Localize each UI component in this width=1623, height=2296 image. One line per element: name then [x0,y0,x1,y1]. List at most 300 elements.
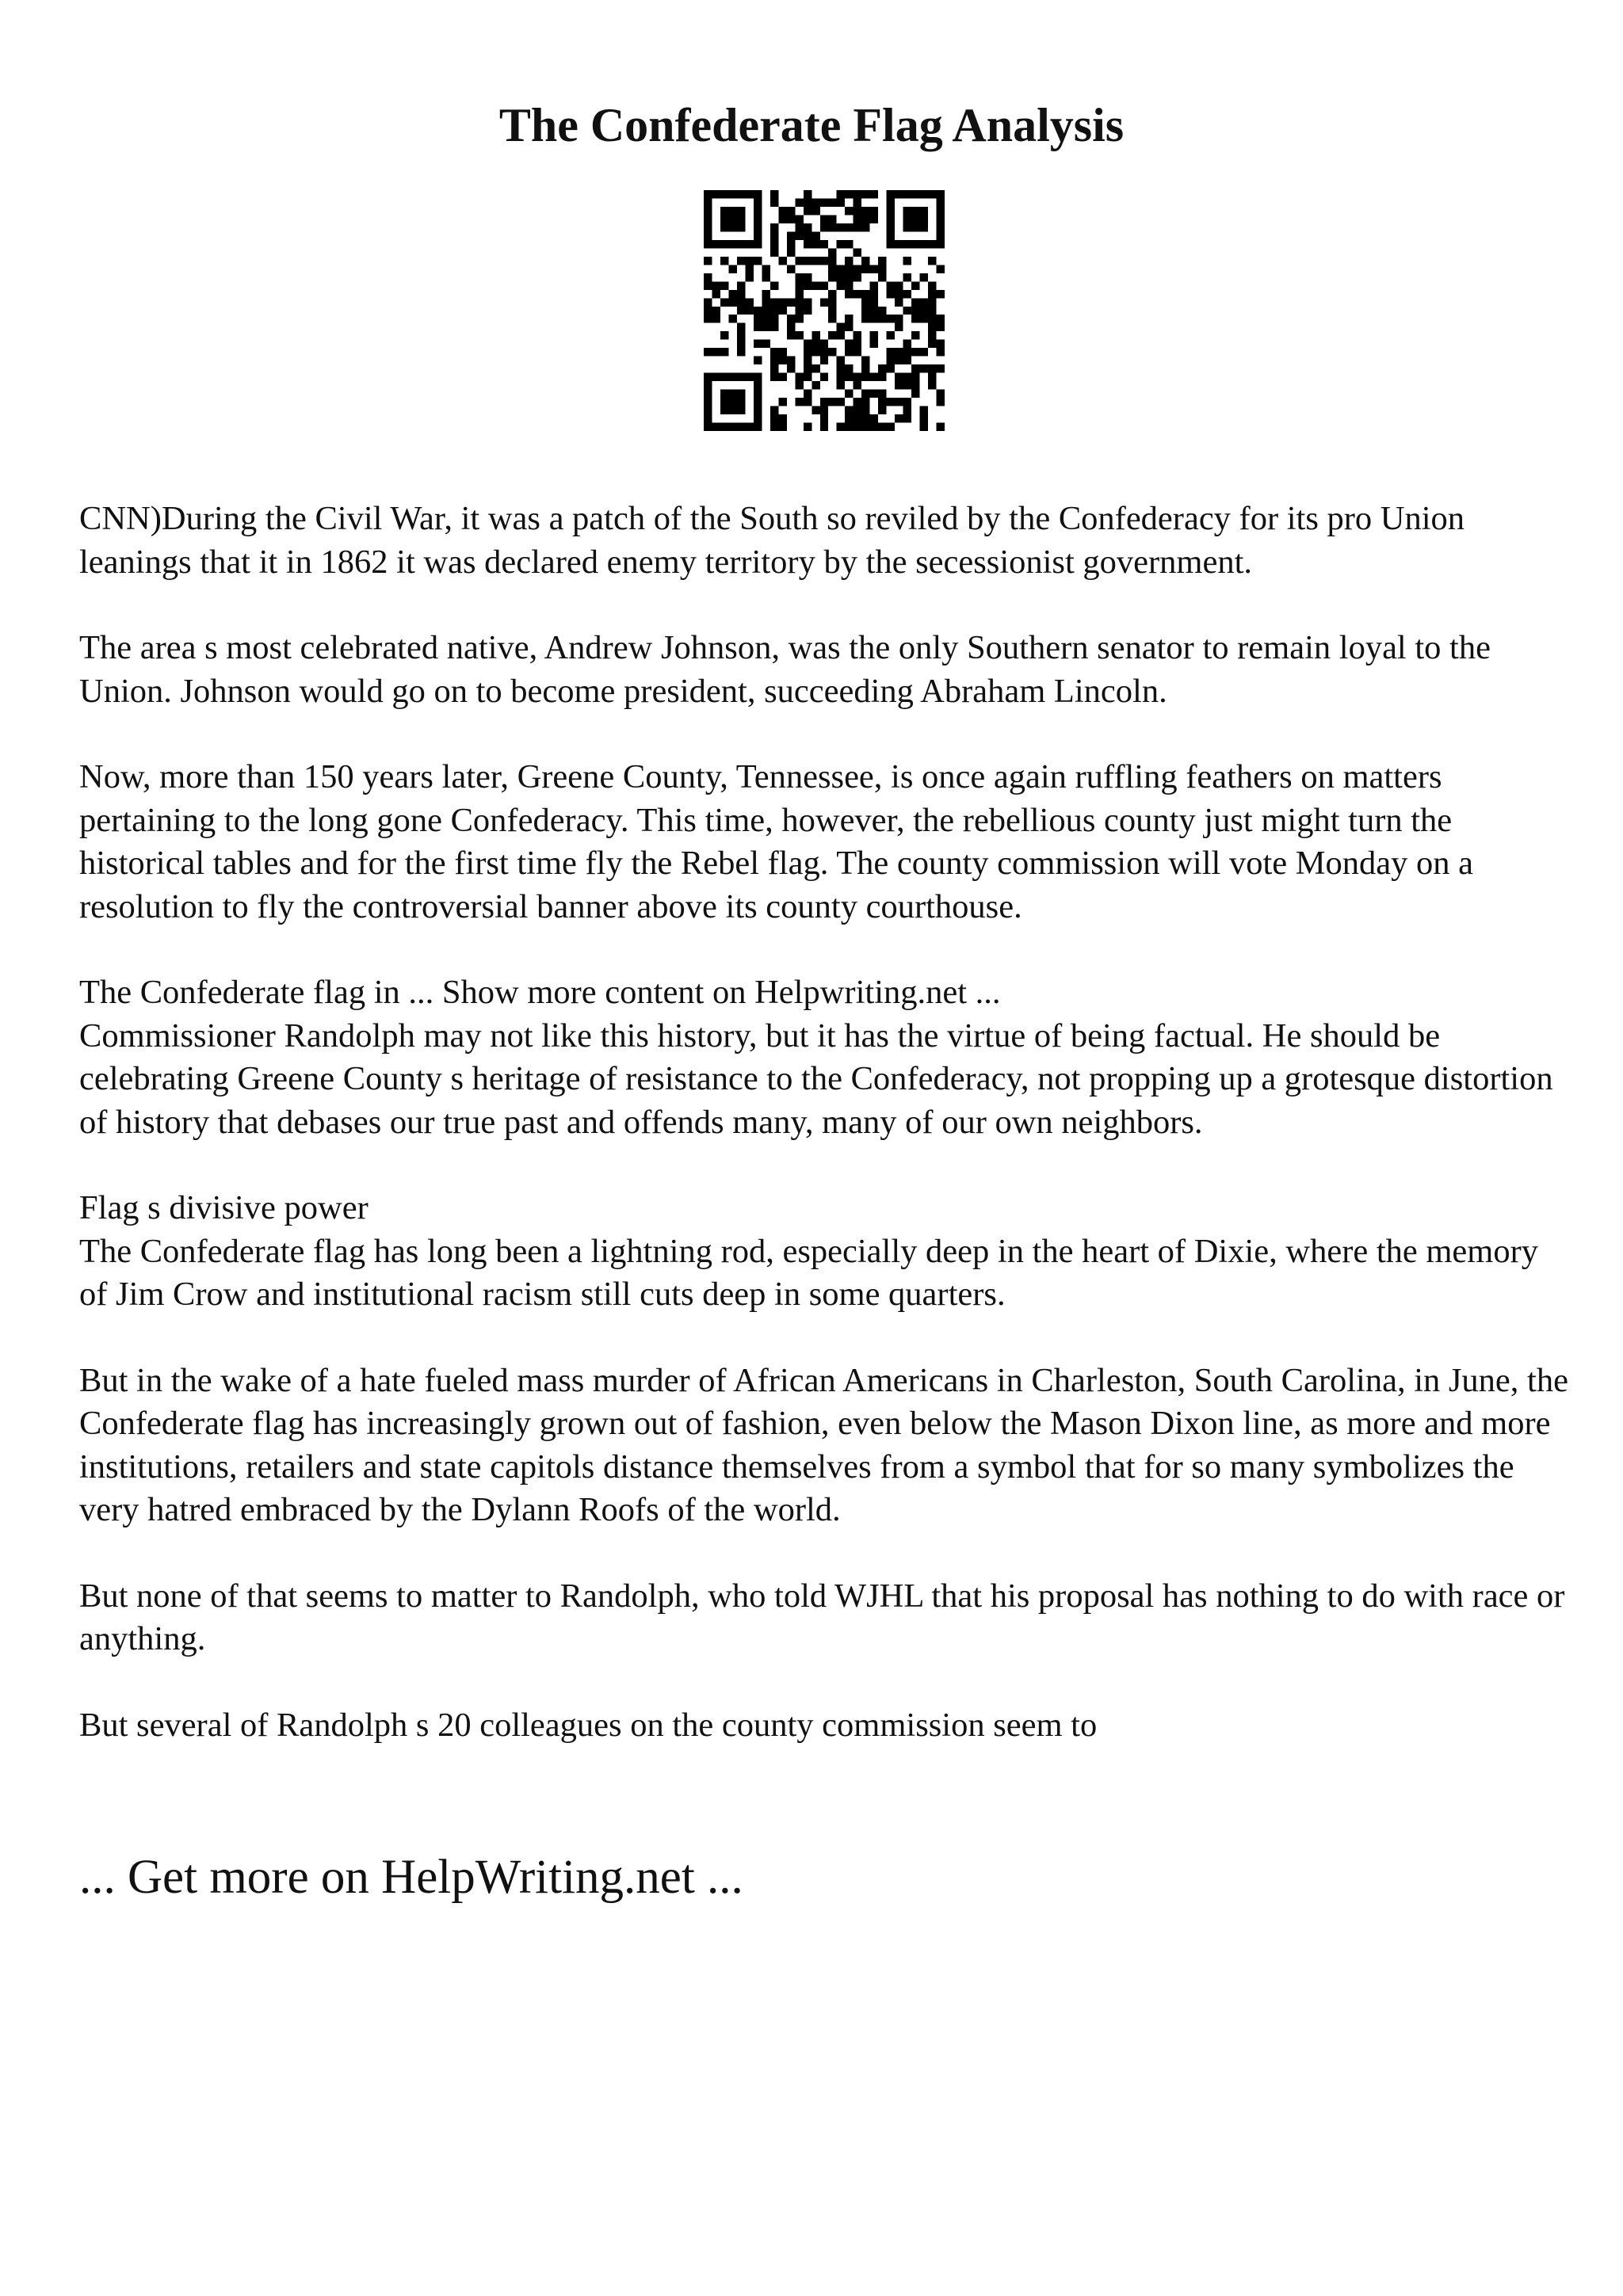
qr-module [928,323,936,331]
qr-module [745,423,753,431]
qr-code[interactable] [704,190,945,431]
qr-module [937,207,945,215]
qr-module [828,223,836,231]
qr-module [720,348,728,356]
qr-module [795,298,803,306]
qr-module [870,190,878,198]
qr-module [845,364,853,372]
qr-module [812,348,819,356]
qr-module [778,348,786,356]
qr-module [903,307,911,315]
qr-module [845,315,853,322]
qr-module [728,298,736,306]
qr-module [754,207,762,215]
qr-module [787,215,795,223]
qr-module [828,198,836,206]
qr-module [845,323,853,331]
qr-module [828,248,836,256]
qr-module [770,373,778,381]
qr-module [878,257,886,265]
qr-module [720,215,728,223]
qr-module [887,207,895,215]
qr-module [854,265,861,273]
paragraph: The area s most celebrated native, Andrew Johnson, was the only Southern senator to remain loyal to the Union. Johnson would go on to become president, succeeding Abraham Lincoln. [79,629,1491,710]
qr-module [878,423,886,431]
qr-module [887,290,895,298]
qr-module [903,290,911,298]
qr-module [728,315,736,322]
qr-module [937,198,945,206]
qr-module [795,398,803,406]
qr-module [778,357,786,364]
qr-module [920,406,928,414]
qr-module [812,281,819,289]
qr-module [737,340,745,348]
qr-module [787,315,795,322]
qr-module [870,281,878,289]
qr-module [812,240,819,248]
qr-module [737,190,745,198]
qr-module [812,207,819,215]
qr-module [820,406,828,414]
qr-module [887,240,895,248]
qr-module [887,215,895,223]
qr-module [920,223,928,231]
qr-module [861,298,869,306]
qr-module [720,281,728,289]
qr-module [870,340,878,348]
qr-module [911,331,919,339]
qr-module [837,281,845,289]
qr-module [928,257,936,265]
qr-module [704,215,712,223]
qr-module [911,281,919,289]
qr-module [770,248,778,256]
qr-module [920,190,928,198]
qr-module [704,240,712,248]
qr-module [795,215,803,223]
qr-module [861,290,869,298]
qr-module [920,240,928,248]
qr-module [845,348,853,356]
qr-module [928,298,936,306]
qr-module [804,390,812,398]
qr-module [754,414,762,422]
qr-module [737,348,745,356]
qr-module [937,215,945,223]
qr-module [787,364,795,372]
qr-module [911,381,919,389]
qr-module [795,223,803,231]
qr-module [737,215,745,223]
qr-module [845,257,853,265]
qr-module [728,265,736,273]
qr-module [745,373,753,381]
qr-module [854,331,861,339]
qr-module [837,273,845,281]
qr-module [704,414,712,422]
qr-module [937,398,945,406]
qr-module [861,265,869,273]
qr-module [887,281,895,289]
qr-module [911,307,919,315]
qr-module [745,257,753,265]
qr-module [937,364,945,372]
qr-module [754,423,762,431]
qr-module [903,357,911,364]
qr-module [887,357,895,364]
qr-module [804,240,812,248]
qr-module [895,281,903,289]
qr-module [812,257,819,265]
qr-module [854,198,861,206]
qr-module [837,331,845,339]
qr-module [704,273,712,281]
qr-module [895,290,903,298]
qr-module [870,315,878,322]
qr-module [928,364,936,372]
section-heading: Flag s divisive power [79,1189,369,1226]
qr-module [712,315,720,322]
qr-module [820,423,828,431]
qr-module [828,257,836,265]
qr-module [804,423,812,431]
qr-module [770,198,778,206]
qr-module [854,381,861,389]
qr-module [820,240,828,248]
qr-module [854,406,861,414]
qr-module [920,307,928,315]
qr-module [845,207,853,215]
qr-module [837,323,845,331]
qr-module [937,231,945,239]
qr-module [770,190,778,198]
qr-module [754,231,762,239]
qr-module [754,390,762,398]
qr-module [903,273,911,281]
qr-module [828,215,836,223]
qr-module [745,298,753,306]
qr-module [887,223,895,231]
qr-module [804,273,812,281]
qr-module [837,357,845,364]
qr-module [704,223,712,231]
qr-module [812,381,819,389]
qr-module [737,207,745,215]
qr-module [861,373,869,381]
qr-module [903,406,911,414]
qr-module [820,373,828,381]
qr-module [878,406,886,414]
qr-module [878,315,886,322]
qr-module [770,423,778,431]
qr-module [812,331,819,339]
qr-module [895,398,903,406]
qr-module [778,398,786,406]
qr-module [928,381,936,389]
qr-module [820,414,828,422]
qr-module [720,207,728,215]
qr-module [745,307,753,315]
qr-module [937,423,945,431]
qr-module [903,398,911,406]
qr-module [712,423,720,431]
qr-code-image [704,190,945,431]
qr-module [770,406,778,414]
qr-module [911,215,919,223]
qr-module [854,248,861,256]
qr-module [787,357,795,364]
qr-module [870,215,878,223]
qr-module [928,240,936,248]
qr-module [770,298,778,306]
qr-module [737,257,745,265]
qr-module [704,373,712,381]
qr-module [812,406,819,414]
qr-module [895,357,903,364]
qr-module [745,273,753,281]
qr-module [804,298,812,306]
qr-module [745,190,753,198]
paragraph: But none of that seems to matter to Randolph, who told WJHL that his proposal has nothing to do with race or anything. [79,1577,1565,1657]
qr-module [937,315,945,322]
qr-module [704,231,712,239]
qr-module [712,348,720,356]
qr-module [837,190,845,198]
qr-module [762,273,769,281]
qr-module [928,281,936,289]
qr-module [770,315,778,322]
qr-module [845,240,853,248]
qr-module [861,315,869,322]
qr-module [878,398,886,406]
qr-module [861,257,869,265]
qr-module [795,381,803,389]
qr-module [903,223,911,231]
qr-module [720,240,728,248]
paragraph: Now, more than 150 years later, Greene County, Tennessee, is once again ruffling feathers on matters pertaining to the long gone Confederacy. This time, however, the rebellious county just might turn the historical tables and for the first time fly the Rebel flag. The county commission will vote Monday on a resolution to fly the controversial banner above its county courthouse. [79,758,1474,925]
qr-module [795,231,803,239]
qr-module [820,398,828,406]
qr-module [895,323,903,331]
qr-module [770,414,778,422]
qr-module [878,307,886,315]
qr-module [754,215,762,223]
qr-module [787,248,795,256]
qr-module [804,207,812,215]
qr-module [920,207,928,215]
qr-module [937,240,945,248]
qr-module [928,373,936,381]
qr-module [704,406,712,414]
qr-module [728,207,736,215]
qr-module [720,298,728,306]
qr-module [903,414,911,422]
qr-module [704,190,712,198]
qr-module [870,373,878,381]
qr-module [845,190,853,198]
qr-module [878,265,886,273]
qr-module [728,406,736,414]
qr-module [820,298,828,306]
qr-module [712,373,720,381]
qr-module [754,357,762,364]
qr-module [828,307,836,315]
qr-module [861,398,869,406]
qr-module [887,231,895,239]
qr-module [845,406,853,414]
qr-module [720,373,728,381]
qr-module [870,298,878,306]
qr-module [861,307,869,315]
qr-module [770,307,778,315]
qr-module [928,190,936,198]
qr-module [737,298,745,306]
qr-module [787,265,795,273]
qr-module [820,215,828,223]
qr-module [928,315,936,322]
qr-module [878,390,886,398]
qr-module [762,307,769,315]
qr-module [828,348,836,356]
qr-module [712,290,720,298]
qr-module [903,207,911,215]
qr-module [820,348,828,356]
qr-module [712,281,720,289]
qr-module [754,398,762,406]
qr-module [745,240,753,248]
qr-module [804,357,812,364]
qr-module [895,348,903,356]
qr-module [854,215,861,223]
show-more-line[interactable]: The Confederate flag in ... Show more content on Helpwriting.net ... [79,974,1001,1011]
qr-module [845,373,853,381]
qr-module [754,190,762,198]
qr-module [854,423,861,431]
qr-module [820,223,828,231]
qr-module [770,223,778,231]
qr-module [737,373,745,381]
qr-module [704,207,712,215]
qr-module [770,348,778,356]
qr-module [804,373,812,381]
qr-module [737,223,745,231]
qr-module [804,231,812,239]
qr-module [778,307,786,315]
qr-module [804,190,812,198]
qr-module [828,398,836,406]
qr-module [754,340,762,348]
qr-module [854,340,861,348]
qr-module [911,223,919,231]
qr-module [728,373,736,381]
qr-module [903,215,911,223]
qr-module [704,307,712,315]
qr-module [704,348,712,356]
qr-module [854,207,861,215]
qr-module [861,190,869,198]
qr-module [778,207,786,215]
qr-module [937,223,945,231]
qr-module [887,348,895,356]
qr-module [854,190,861,198]
qr-module [795,290,803,298]
qr-module [845,340,853,348]
qr-module [820,257,828,265]
qr-module [720,190,728,198]
qr-module [795,307,803,315]
qr-module [861,406,869,414]
qr-module [895,373,903,381]
qr-module [754,198,762,206]
qr-module [854,290,861,298]
qr-module [728,423,736,431]
qr-module [837,223,845,231]
qr-module [911,315,919,322]
qr-module [920,315,928,322]
qr-module [828,290,836,298]
qr-module [837,423,845,431]
qr-module [911,298,919,306]
qr-module [820,198,828,206]
qr-module [712,190,720,198]
qr-module [861,414,869,422]
qr-module [920,273,928,281]
qr-module [845,290,853,298]
qr-module [720,423,728,431]
qr-module [754,257,762,265]
paragraph: CNN)During the Civil War, it was a patch of the South so reviled by the Confederacy for its pro Union leanings that it in 1862 it was declared enemy territory by the secessionist government. [79,500,1465,581]
article-body [79,498,1569,1790]
qr-module [720,331,728,339]
qr-module [778,423,786,431]
qr-module [828,265,836,273]
qr-module [920,364,928,372]
qr-module [920,414,928,422]
qr-module [903,190,911,198]
qr-module [920,423,928,431]
qr-module [762,290,769,298]
qr-module [737,390,745,398]
qr-module [895,298,903,306]
qr-module [720,398,728,406]
qr-module [920,298,928,306]
qr-module [770,364,778,372]
qr-module [787,331,795,339]
qr-module [770,281,778,289]
qr-module [845,390,853,398]
qr-module [928,331,936,339]
qr-module [903,348,911,356]
qr-module [795,257,803,265]
qr-module [795,331,803,339]
qr-module [837,373,845,381]
qr-module [928,340,936,348]
qr-module [712,240,720,248]
qr-module [861,364,869,372]
qr-module [804,257,812,265]
qr-module [778,373,786,381]
qr-module [937,390,945,398]
qr-module [720,257,728,265]
qr-module [937,340,945,348]
qr-module [911,364,919,372]
qr-module [728,290,736,298]
qr-module [737,323,745,331]
qr-module [804,223,812,231]
get-more-link[interactable]: ... Get more on HelpWriting.net ... [79,1851,743,1904]
page-title: The Confederate Flag Analysis [498,99,1125,151]
